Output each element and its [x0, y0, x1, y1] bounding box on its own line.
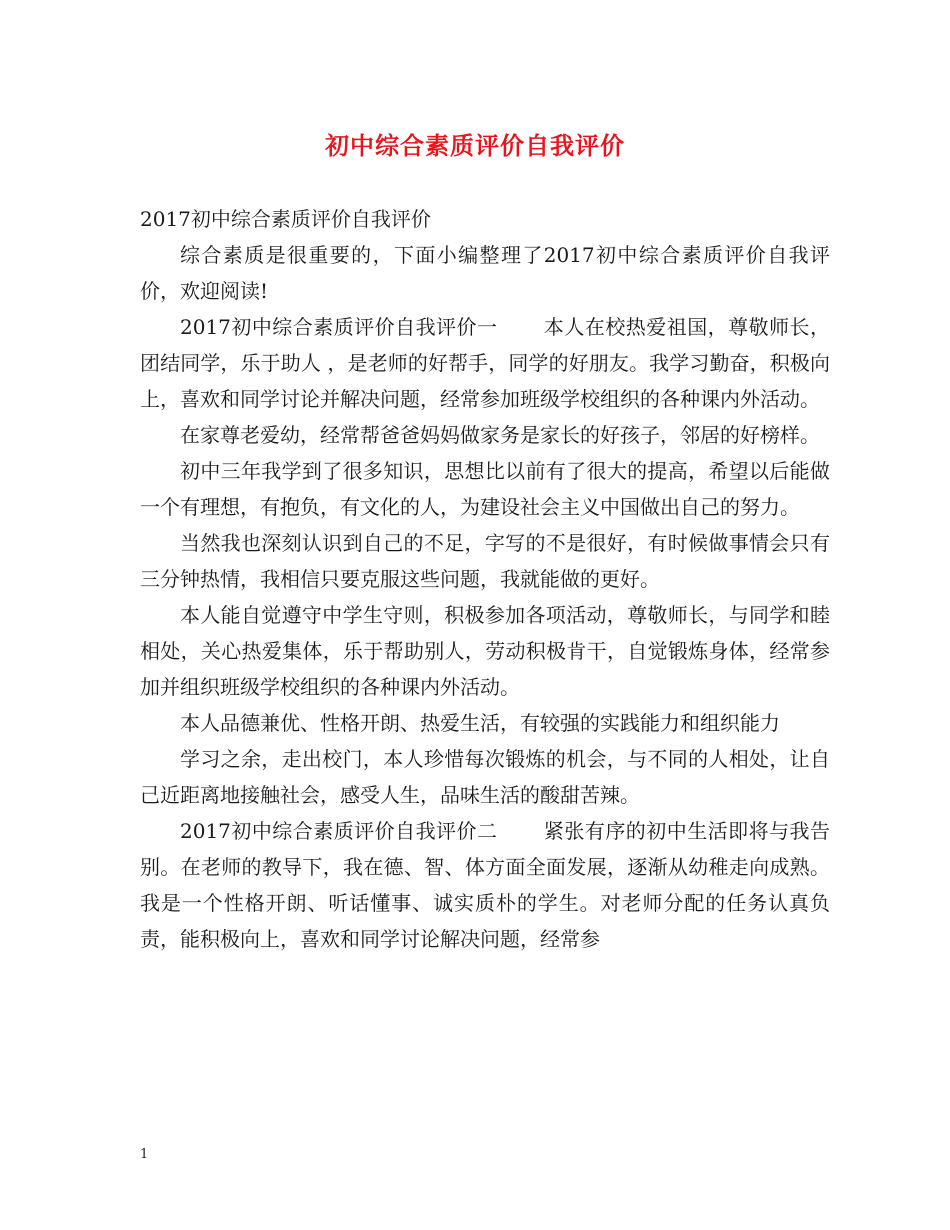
section-heading-two: 2017初中综合素质评价自我评价二: [180, 819, 498, 843]
paragraph-text: 初中三年我学到了很多知识，思想比以前有了很大的提高，希望以后能做一个有理想，有抱负，有文化的人，为建设社会主义中国做出自己的努力。: [140, 459, 830, 519]
paragraph: [140, 741, 830, 813]
paragraph-text: 紧张有序的初中生活即将与我告别。在老师的教导下，我在德、智、体方面全面发展，逐渐从幼稚走向成熟。我是一个性格开朗、听话懂事、诚实质朴的学生。对老师分配的任务认真负责，能积极向上，喜欢和同学讨论解决问题，经常参: [140, 819, 830, 951]
paragraph-section-two: [140, 813, 830, 957]
document-subtitle: 2017初中综合素质评价自我评价: [140, 207, 431, 231]
document-title: 初中综合素质评价自我评价: [325, 131, 625, 160]
page-number: 1: [140, 1147, 149, 1162]
paragraph-text: 在家尊老爱幼，经常帮爸爸妈妈做家务是家长的好孩子，邻居的好榜样。: [180, 423, 820, 447]
paragraph: [140, 417, 830, 453]
document-body: [140, 201, 830, 957]
paragraph-text: 本人在校热爱祖国，尊敬师长，团结同学，乐于助人 ，是老师的好帮手，同学的好朋友。我学习勤奋，积极向上，喜欢和同学讨论并解决问题，经常参加班级学校组织的各种课内外活动。: [140, 315, 830, 411]
paragraph: [140, 525, 830, 597]
paragraph-text: 学习之余，走出校门，本人珍惜每次锻炼的机会，与不同的人相处，让自己近距离地接触社会，感受人生，品味生活的酸甜苦辣。: [140, 747, 830, 807]
paragraph-text: 本人品德兼优、性格开朗、热爱生活，有较强的实践能力和组织能力: [180, 711, 780, 735]
paragraph: [140, 453, 830, 525]
paragraph: [140, 705, 830, 741]
paragraph: [140, 597, 830, 705]
paragraph-text: 本人能自觉遵守中学生守则，积极参加各项活动，尊敬师长，与同学和睦相处，关心热爱集体，乐于帮助别人，劳动积极肯干，自觉锻炼身体，经常参加并组织班级学校组织的各种课内外活动。: [140, 603, 830, 699]
paragraph-section-one: [140, 309, 830, 417]
section-heading-one: 2017初中综合素质评价自我评价一: [180, 315, 498, 339]
paragraph-text: 综合素质是很重要的，下面小编整理了2017初中综合素质评价自我评价，欢迎阅读!: [140, 243, 830, 303]
paragraph-intro: [140, 237, 830, 309]
paragraph-text: 当然我也深刻认识到自己的不足，字写的不是很好，有时候做事情会只有三分钟热情，我相信只要克服这些问题，我就能做的更好。: [140, 531, 830, 591]
